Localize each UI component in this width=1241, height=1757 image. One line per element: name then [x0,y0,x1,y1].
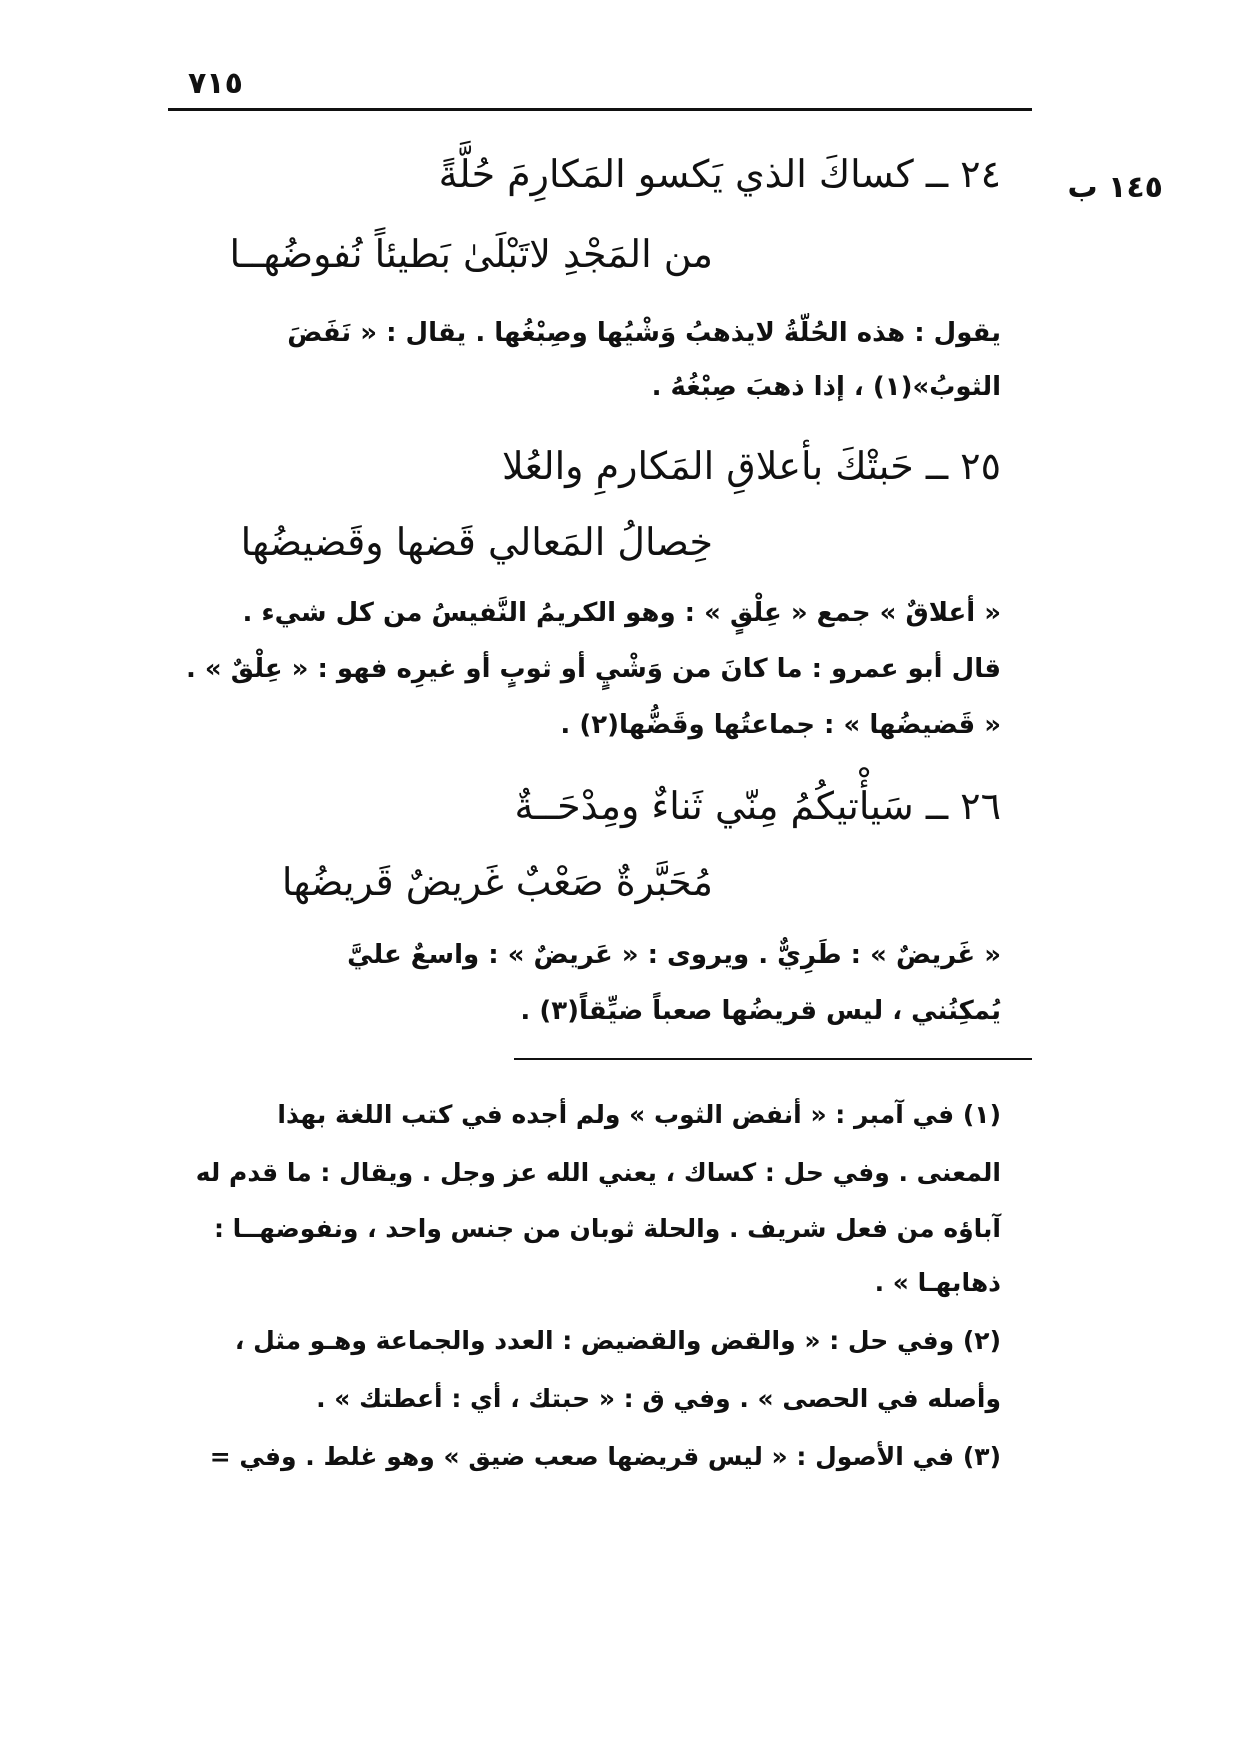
footnote-1-line-3: آباؤه من فعل شريف . والحلة ثوبان من جنس واحد ، ونفوضهــا : [213,1214,1001,1243]
commentary-25-line-3: « قَضيضُها » : جماعتُها وقَضُّها(٢) . [560,710,1001,740]
footnote-2-line-2: وأصله في الحصى » . وفي ق : « حبتك ، أي : أعطتك » . [316,1384,1001,1413]
page-number: ٧١٥ [188,66,243,101]
margin-reference: ١٤٥ ب [1067,170,1163,205]
footnote-1-line-4: ذهابهـا » . [874,1268,1001,1297]
verse-24-second-hemistich: من المَجْدِ لاتَبْلَىٰ بَطيئاً نُفوضُهــا [229,232,713,276]
commentary-24-line-1: يقول : هذه الحُلّةُ لايذهبُ وَشْيُها وصِبْغُها . يقال : « نَفَضَ [287,318,1001,348]
verse-26-first-hemistich: ٢٦ ــ سَيأْتيكُمُ مِنّي ثَناءٌ ومِدْحَــةٌ [514,784,1001,828]
commentary-26-line-2: يُمكِنُني ، ليس قريضُها صعباً ضيِّقاً(٣) . [520,996,1001,1026]
header-rule [168,108,1032,111]
verse-25-first-hemistich: ٢٥ ــ حَبتْكَ بأعلاقِ المَكارمِ والعُلا [502,444,1001,488]
verse-26-second-hemistich: مُحَبَّرةٌ صَعْبٌ غَريضٌ قَريضُها [281,860,713,904]
commentary-25-line-2: قال أبو عمرو : ما كانَ من وَشْيٍ أو ثوبٍ أو غيرِه فهو : « عِلْقٌ » . [186,654,1001,684]
footnote-1-line-1: (١) في آمبر : « أنفض الثوب » ولم أجده في كتب اللغة بهذا [277,1100,1001,1129]
commentary-24-line-2: الثوبُ»(١) ، إذا ذهبَ صِبْغُهُ . [651,372,1001,402]
footnote-2-line-1: (٢) وفي حل : « والقض والقضيض : العدد والجماعة وهـو مثل ، [234,1326,1001,1355]
footnote-1-line-2: المعنى . وفي حل : كساك ، يعني الله عز وجل . ويقال : ما قدم له [195,1158,1001,1187]
footnote-separator [514,1058,1032,1060]
verse-25-second-hemistich: خِصالُ المَعالي قَضها وقَضيضُها [240,520,713,564]
commentary-26-line-1: « غَريضٌ » : طَرِيٌّ . ويروى : « عَريضٌ » : واسعٌ عليَّ [347,940,1001,970]
verse-24-first-hemistich: ٢٤ ــ كساكَ الذي يَكسو المَكارِمَ حُلَّةً [438,152,1001,196]
commentary-25-line-1: « أعلاقٌ » جمع « عِلْقٍ » : وهو الكريمُ النَّفيسُ من كل شيء . [242,598,1001,628]
footnote-3-line-1: (٣) في الأصول : « ليس قريضها صعب ضيق » وهو غلط . وفي = [209,1442,1001,1471]
